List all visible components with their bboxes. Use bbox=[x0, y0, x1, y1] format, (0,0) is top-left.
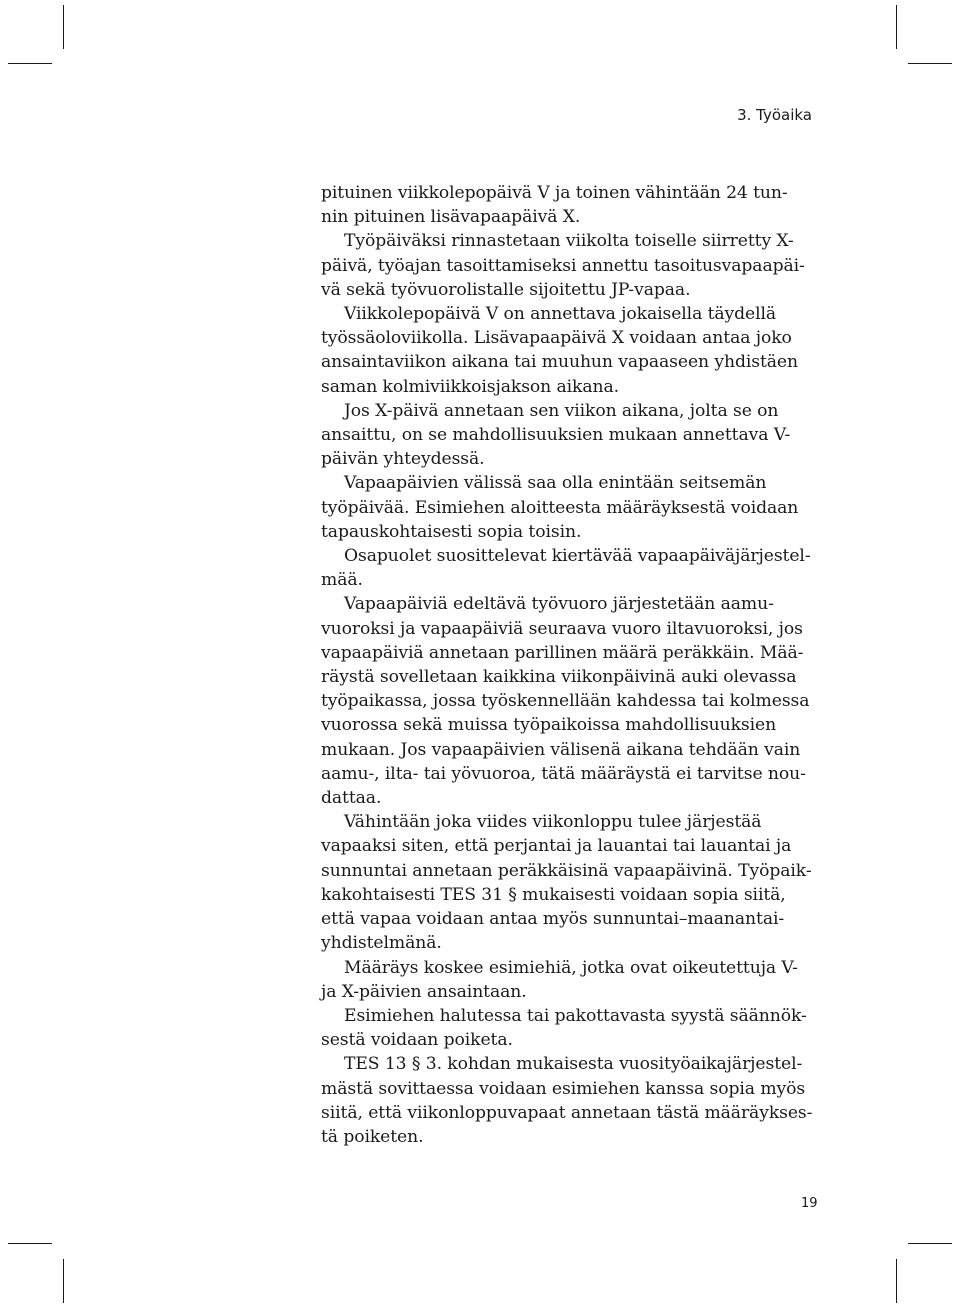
text-line: ja X-päivien ansaintaan. bbox=[321, 981, 527, 1002]
text-line: pituinen viikkolepopäivä V ja toinen vähintään 24 tun- bbox=[321, 183, 788, 203]
text-line: kakohtaisesti TES 31 § mukaisesti voidaan sopia siitä, bbox=[321, 884, 786, 905]
text-line: työpaikassa, jossa työskennellään kahdessa tai kolmessa bbox=[321, 691, 810, 712]
text-line: Määräys koskee esimiehiä, jotka ovat oikeutettuja V- bbox=[344, 957, 798, 978]
text-line: työssäoloviikolla. Lisävapaapäivä X voidaan antaa joko bbox=[321, 328, 792, 349]
crop-mark-bottom-left-vertical bbox=[63, 1259, 64, 1303]
crop-mark-bottom-right-horizontal bbox=[908, 1243, 952, 1244]
text-line: Vapaapäiviä edeltävä työvuoro järjestetään aamu- bbox=[344, 594, 774, 615]
text-line: TES 13 § 3. kohdan mukaisesta vuosityöaikajärjestel- bbox=[344, 1054, 803, 1075]
crop-mark-top-left-vertical bbox=[63, 5, 64, 49]
text-line: Esimiehen halutessa tai pakottavasta syystä säännök- bbox=[344, 1005, 807, 1026]
text-line: ansaintaviikon aikana tai muuhun vapaaseen yhdistäen bbox=[321, 352, 798, 373]
text-line: Työpäiväksi rinnastetaan viikolta toiselle siirretty X- bbox=[344, 231, 794, 252]
text-line: vapaaksi siten, että perjantai ja lauantai tai lauantai ja bbox=[321, 836, 792, 857]
body-text bbox=[321, 181, 811, 1149]
text-line: sestä voidaan poiketa. bbox=[321, 1030, 513, 1051]
text-line: Osapuolet suosittelevat kiertävää vapaapäiväjärjestel- bbox=[344, 546, 811, 567]
text-line: saman kolmiviikkoisjakson aikana. bbox=[321, 376, 619, 397]
text-line: vä sekä työvuorolistalle sijoitettu JP-vapaa. bbox=[321, 279, 691, 300]
text-line: mää. bbox=[321, 570, 363, 591]
text-line: nin pituinen lisävapaapäivä X. bbox=[321, 207, 581, 228]
text-line: mästä sovittaessa voidaan esimiehen kanssa sopia myös bbox=[321, 1078, 806, 1099]
crop-mark-top-right-vertical bbox=[896, 5, 897, 49]
text-line: vuorossa sekä muissa työpaikoissa mahdollisuuksien bbox=[321, 715, 777, 736]
text-line: että vapaa voidaan antaa myös sunnuntai–maanantai- bbox=[321, 909, 785, 930]
text-line: päivän yhteydessä. bbox=[321, 449, 485, 470]
crop-mark-bottom-right-vertical bbox=[896, 1259, 897, 1303]
text-line: ansaittu, on se mahdollisuuksien mukaan annettava V- bbox=[321, 425, 791, 446]
text-line: vuoroksi ja vapaapäiviä seuraava vuoro iltavuoroksi, jos bbox=[321, 618, 803, 639]
text-line: tä poiketen. bbox=[321, 1126, 424, 1147]
text-line: räystä sovelletaan kaikkina viikonpäivinä auki olevassa bbox=[321, 667, 797, 688]
text-line: yhdistelmänä. bbox=[321, 933, 442, 954]
text-line: mukaan. Jos vapaapäivien välisenä aikana tehdään vain bbox=[321, 739, 801, 760]
text-line: aamu-, ilta- tai yövuoroa, tätä määräystä ei tarvitse nou- bbox=[321, 763, 806, 784]
crop-mark-top-right-horizontal bbox=[908, 63, 952, 64]
crop-mark-bottom-left-horizontal bbox=[8, 1243, 52, 1244]
text-line: sunnuntai annetaan peräkkäisinä vapaapäivinä. Työpaik- bbox=[321, 860, 812, 881]
text-line: Vapaapäivien välissä saa olla enintään seitsemän bbox=[344, 473, 767, 494]
text-line: päivä, työajan tasoittamiseksi annettu tasoitusvapaapäi- bbox=[321, 255, 805, 276]
text-line: siitä, että viikonloppuvapaat annetaan tästä määräykses- bbox=[321, 1102, 813, 1123]
text-line: dattaa. bbox=[321, 788, 382, 809]
crop-mark-top-left-horizontal bbox=[8, 63, 52, 64]
page-number: 19 bbox=[801, 1196, 818, 1211]
text-line: tapauskohtaisesti sopia toisin. bbox=[321, 521, 582, 542]
text-line: Viikkolepopäivä V on annettava jokaisella täydellä bbox=[344, 304, 777, 325]
text-line: Vähintään joka viides viikonloppu tulee järjestää bbox=[344, 812, 762, 833]
text-line: vapaapäiviä annetaan parillinen määrä peräkkäin. Mää- bbox=[321, 642, 804, 663]
section-header: 3. Työaika bbox=[737, 106, 812, 124]
text-line: Jos X-päivä annetaan sen viikon aikana, jolta se on bbox=[344, 400, 779, 421]
text-line: työpäivää. Esimiehen aloitteesta määräyksestä voidaan bbox=[321, 497, 799, 518]
